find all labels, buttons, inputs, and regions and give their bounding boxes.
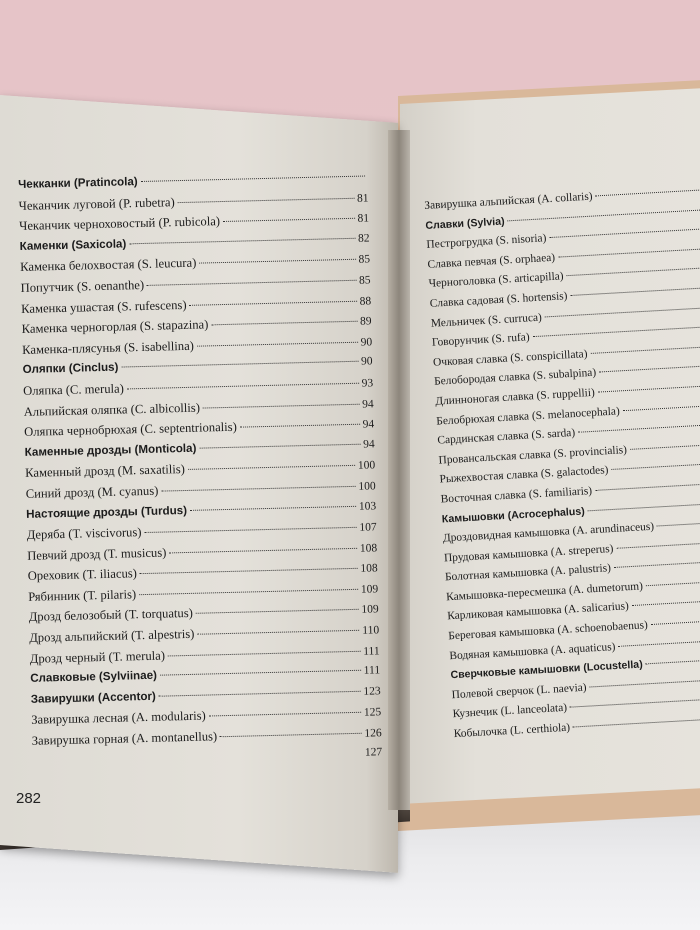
entry-page-number: 93 (361, 377, 374, 390)
dot-leader (169, 548, 357, 554)
entry-label: Провансальская славка (S. provincialis) (438, 443, 628, 467)
entry-label: Очковая славка (S. conspicillata) (432, 347, 588, 369)
dot-leader (657, 521, 700, 527)
entry-page-number: 110 (362, 624, 380, 637)
entry-label: Настоящие дрозды (Turdus) (26, 503, 188, 521)
entry-page-number: 108 (359, 542, 378, 555)
dot-leader (147, 280, 356, 286)
dot-leader (598, 384, 700, 392)
entry-label: Чекканки (Pratincola) (18, 175, 138, 191)
dot-leader (211, 321, 357, 326)
entry-label: Водяная камышовка (A. aquaticus) (449, 640, 616, 662)
entry-label: Рябинник (T. pilaris) (28, 587, 137, 604)
entry-label: Попутчик (S. oenanthe) (20, 277, 145, 295)
dot-leader (646, 580, 700, 586)
entry-label: Ореховик (T. iliacus) (27, 566, 138, 584)
entry-label: Кузнечик (L. lanceolata) (452, 702, 568, 721)
entry-label: Болотная камышовка (A. palustris) (444, 562, 612, 584)
dot-leader (590, 345, 700, 354)
entry-page-number: 111 (363, 664, 381, 677)
page-number: 282 (16, 790, 42, 807)
entry-page-number: 109 (360, 583, 379, 596)
entry-page-number: 107 (359, 521, 377, 534)
entry-label: Чеканчик луговой (P. rubetra) (18, 194, 175, 213)
entry-label: Сардинская славка (S. sarda) (437, 427, 576, 447)
entry-label: Прудовая камышовка (A. streperus) (443, 542, 614, 565)
entry-page-number: 85 (358, 253, 371, 267)
entry-page-number: 88 (359, 294, 372, 308)
entry-label: Славка певчая (S. orphaea) (427, 251, 556, 271)
entry-label: Завирушки (Accentor) (30, 689, 156, 706)
entry-label: Каменка белохвостая (S. leucura) (20, 256, 197, 275)
dot-leader (159, 691, 361, 697)
dot-leader (203, 403, 359, 408)
entry-page-number: 100 (358, 480, 376, 493)
dot-leader (595, 188, 700, 196)
dot-leader (199, 259, 355, 264)
dot-leader (618, 638, 700, 646)
entry-label: Восточная славка (S. familiaris) (440, 484, 593, 506)
entry-label: Пестрогрудка (S. nisoria) (426, 232, 547, 252)
entry-label: Говорунчик (S. rufa) (431, 331, 530, 349)
entry-label: Мельничек (S. curruca) (430, 311, 543, 330)
entry-page-number: 103 (358, 499, 377, 513)
entry-label: Дрозд белозобый (T. torquatus) (28, 606, 194, 625)
entry-page-number: 94 (362, 438, 375, 451)
dot-leader (209, 712, 361, 717)
entry-page-number: 90 (360, 355, 373, 369)
dot-leader (188, 465, 355, 470)
dot-leader (632, 599, 700, 606)
dot-leader (127, 383, 359, 390)
entry-label: Синий дрозд (M. cyanus) (25, 483, 159, 501)
book-gutter (388, 130, 410, 810)
dot-leader (140, 568, 358, 574)
entry-page-number: 94 (362, 418, 375, 431)
dot-leader (651, 619, 700, 625)
entry-page-number: 81 (357, 212, 370, 225)
entry-label: Чеканчик черноховостый (P. rubicola) (19, 214, 221, 234)
dot-leader (199, 443, 360, 448)
dot-leader (197, 342, 358, 347)
entry-label: Славковые (Sylviinae) (30, 669, 158, 686)
entry-label: Каменка ушастая (S. rufescens) (21, 297, 187, 316)
entry-label: Альпийская оляпка (C. albicollis) (23, 400, 201, 419)
entry-label: Каменка-плясунья (S. isabellina) (22, 338, 195, 357)
dot-leader (623, 404, 700, 411)
dot-leader (616, 541, 700, 549)
entry-label: Камышовка-пересмешка (A. dumetorum) (445, 580, 644, 604)
entry-label: Сверчковые камышовки (Locustella) (450, 658, 644, 682)
entry-label: Деряба (T. viscivorus) (26, 525, 142, 542)
dot-leader (121, 361, 358, 368)
entry-label: Дрозд альпийский (T. alpestris) (29, 626, 195, 645)
entry-label: Дрозд черный (T. merula) (29, 648, 166, 666)
entry-label: Завирушка горная (A. montanellus) (31, 729, 218, 748)
entry-label: Кобылочка (L. certhiola) (453, 721, 571, 741)
entry-page-number: 81 (356, 192, 369, 205)
entry-label: Завирушка лесная (A. modularis) (31, 709, 206, 728)
entry-page-number: 123 (363, 685, 381, 698)
dot-leader (595, 482, 700, 491)
entry-page-number: 125 (363, 706, 382, 720)
entry-label: Славка садовая (S. hortensis) (429, 290, 568, 310)
entry-label: Оляпки (Cinclus) (22, 360, 119, 377)
entry-page-number: 111 (363, 644, 380, 658)
entry-page-number: 126 (364, 727, 382, 740)
entry-label: Каменка черногорлая (S. stapazina) (21, 317, 209, 337)
dot-leader (160, 670, 361, 676)
entry-page-number: 94 (361, 397, 374, 411)
dot-leader (611, 462, 700, 470)
entry-label: Береговая камышовка (A. schoenobaenus) (448, 619, 649, 643)
entry-label: Оляпка (C. merula) (23, 381, 124, 398)
entry-label: Длинноногая славка (S. ruppellii) (434, 386, 596, 408)
dot-leader (197, 630, 359, 635)
entry-label: Белобородая славка (S. subalpina) (433, 367, 597, 389)
dot-leader (161, 486, 355, 492)
entry-page-number: 109 (361, 603, 379, 617)
entry-label: Завирушка альпийская (A. collaris) (424, 190, 593, 212)
entry-label: Каменки (Saxicola) (19, 237, 127, 253)
dot-leader (240, 424, 360, 428)
entry-label: Певчий дрозд (T. musicus) (27, 545, 167, 563)
entry-page-number: 100 (357, 459, 376, 473)
dot-leader (614, 560, 700, 568)
entry-label: Славки (Sylvia) (425, 215, 505, 232)
dot-leader (220, 733, 361, 737)
entry-label: Черноголовка (S. articapilla) (428, 270, 564, 291)
entry-label: Камышовки (Acrocephalus) (441, 505, 586, 525)
dot-leader (178, 197, 354, 202)
dot-leader (223, 218, 355, 222)
entry-label: Каменные дрозды (Monticola) (24, 441, 197, 459)
entry-page-number: 108 (360, 562, 378, 576)
entry-page-number: 85 (358, 274, 371, 287)
entry-label: Каменный дрозд (M. saxatilis) (25, 462, 186, 481)
entry-label: Оляпка чернобрюхая (C. septentrionalis) (24, 419, 237, 440)
entry-page-number: 127 (364, 745, 383, 759)
right-page-contents (424, 183, 700, 748)
spacer (32, 755, 365, 763)
entry-label: Дроздовидная камышовка (A. arundinaceus) (442, 520, 655, 545)
left-page-contents (18, 169, 382, 775)
dot-leader (196, 609, 359, 614)
dot-leader (599, 364, 700, 372)
dot-leader (129, 238, 355, 245)
dot-leader (190, 300, 357, 305)
entry-page-number: 89 (359, 315, 372, 328)
entry-page-number: 82 (357, 232, 370, 245)
entry-label: Карликовая камышовка (A. salicarius) (446, 600, 630, 623)
dot-leader (646, 658, 700, 665)
dot-leader (144, 527, 356, 533)
dot-leader (190, 505, 356, 510)
entry-label: Рыжехвостая славка (S. galactodes) (439, 464, 609, 486)
dot-leader (168, 650, 360, 656)
dot-leader (630, 443, 700, 450)
entry-label: Полевой сверчок (L. naevia) (451, 681, 587, 702)
dot-leader (139, 589, 358, 595)
entry-page-number: 90 (360, 336, 373, 349)
entry-label: Белобрюхая славка (S. melanocephala) (436, 404, 621, 428)
dot-leader (141, 176, 365, 182)
